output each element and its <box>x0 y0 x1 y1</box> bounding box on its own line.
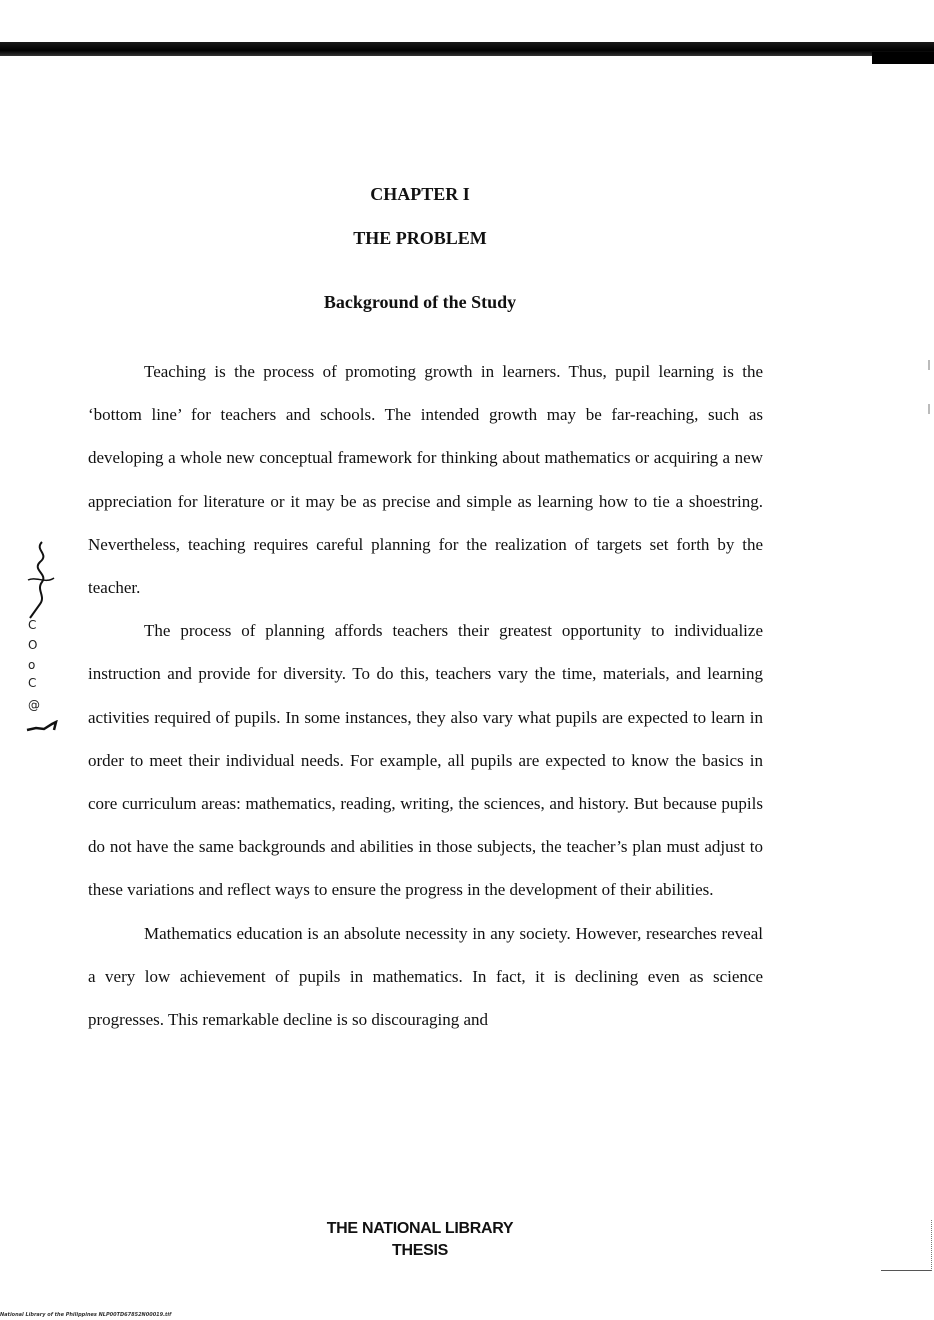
scan-edge-bar <box>0 42 934 56</box>
margin-mark: C <box>28 618 37 632</box>
margin-annotations <box>22 540 72 740</box>
margin-mark: @ <box>28 698 40 712</box>
chapter-heading: CHAPTER I <box>370 184 470 204</box>
margin-mark: O <box>28 638 38 652</box>
edge-tick <box>928 360 930 370</box>
library-stamp <box>320 1218 520 1262</box>
margin-mark: o <box>28 658 36 672</box>
paragraph-2: The process of planning affords teachers their greatest opportunity to individualize instruction and provide for diversity. To do this, teachers vary the time, materials, and learning activities required of pupils. In some instances, they also vary what pupils are expected to learn in order to meet their individual needs. For example, all pupils are expected to know the basics in core curriculum areas: mathematics, reading, writing, the sciences, and history. But because pupils do not have the same backgrounds and abilities in those subjects, the teacher’s plan must adjust to these variations and reflect ways to ensure the progress in the development of their abilities. <box>88 621 763 900</box>
scan-footer: National Library of the Philippines NLP00TD67852N00019.tif <box>0 1312 172 1318</box>
stamp-line-2: THESIS <box>392 1242 448 1259</box>
paragraph-1: Teaching is the process of promoting growth in learners. Thus, pupil learning is the ‘bottom line’ for teachers and schools. The intended growth may be far-reaching, such as developing a whole new conceptual framework for thinking about mathematics or acquiring a new appreciation for literature or it may be as precise and simple as learning how to tie a shoestring. Nevertheless, teaching requires careful planning for the realization of targets set forth by the teacher. <box>88 362 763 598</box>
edge-tick <box>928 404 930 414</box>
margin-mark: C <box>28 676 37 690</box>
chapter-title: THE PROBLEM <box>353 228 487 248</box>
section-heading: Background of the Study <box>323 292 517 312</box>
page-edge-mark <box>881 1220 932 1271</box>
handwritten-signature-icon <box>22 540 62 620</box>
body-text <box>88 350 763 1041</box>
scribble-icon <box>26 720 58 732</box>
paragraph-3: Mathematics education is an absolute necessity in any society. However, researches reveal a very low achievement of pupils in mathematics. In fact, it is declining even as science progresses. This remarkable decline is so discouraging and <box>88 923 763 1030</box>
stamp-line-1: THE NATIONAL LIBRARY <box>326 1220 514 1237</box>
